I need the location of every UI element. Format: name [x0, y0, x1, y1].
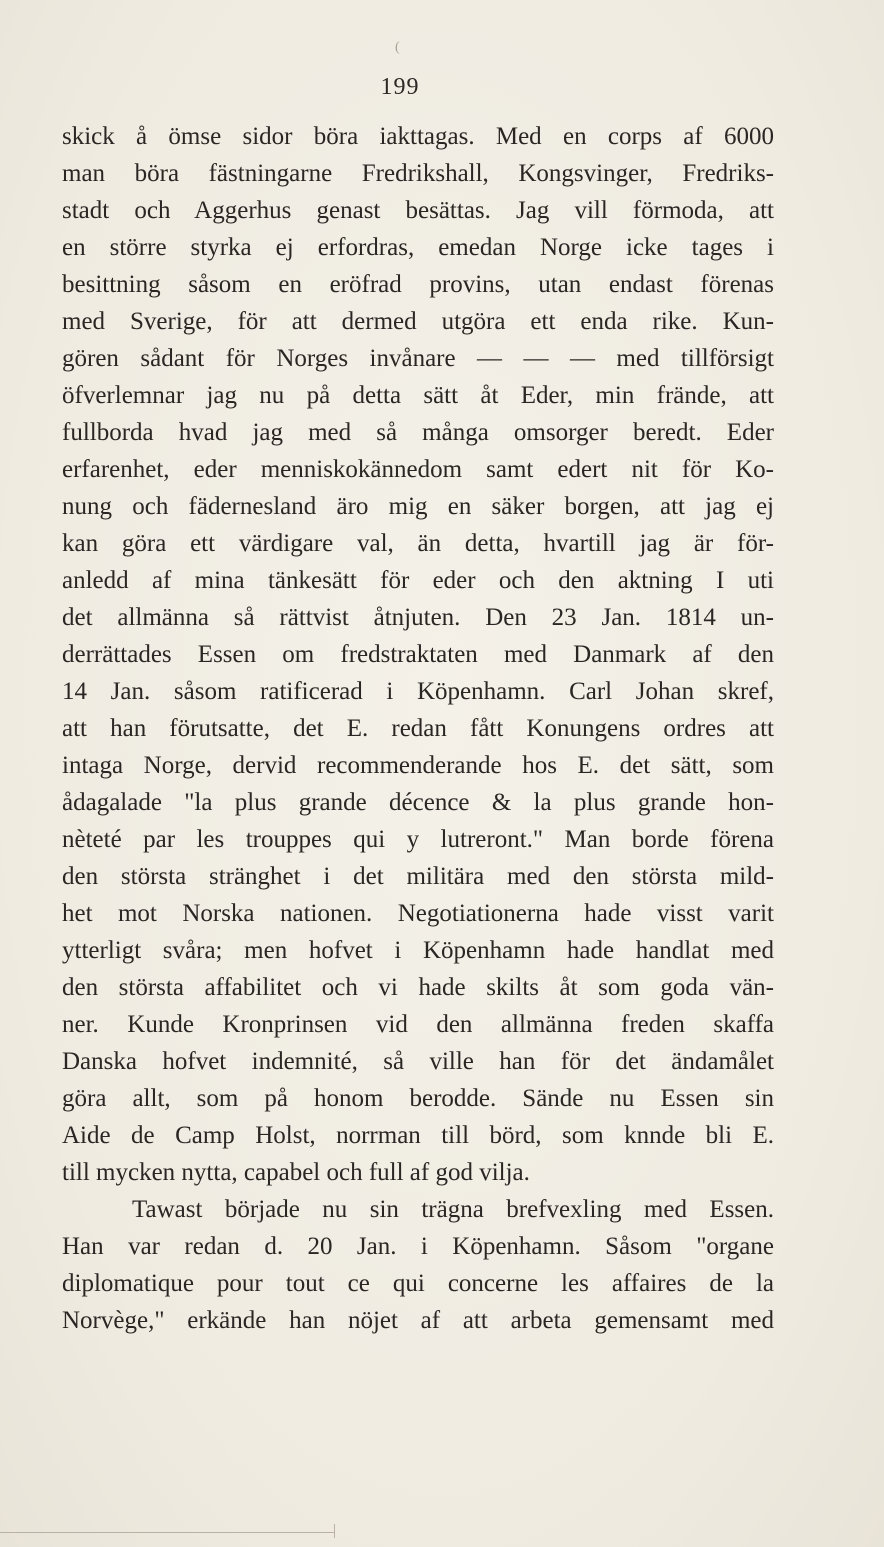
- text-line: Tawast började nu sin trägna brefvexling med Essen.: [132, 1196, 774, 1223]
- text-line: Aide de Camp Holst, norrman till börd, som knnde bli E.: [62, 1122, 774, 1149]
- text-line: kan göra ett värdigare val, än detta, hvartill jag är för-: [62, 530, 774, 557]
- text-line: fullborda hvad jag med så många omsorger beredt. Eder: [62, 419, 774, 446]
- text-line: Norvège," erkände han nöjet af att arbeta gemensamt med: [62, 1307, 774, 1334]
- text-line: skick å ömse sidor böra iakttagas. Med en corps af 6000: [62, 123, 774, 150]
- text-line: det allmänna så rättvist åtnjuten. Den 23 Jan. 1814 un-: [62, 604, 774, 631]
- text-line: besittning såsom en eröfrad provins, utan endast förenas: [62, 271, 774, 298]
- text-line: 14 Jan. såsom ratificerad i Köpenhamn. Carl Johan skref,: [62, 678, 774, 705]
- text-line: nèteté par les trouppes qui y lutreront." Man borde förena: [62, 826, 774, 853]
- text-line: den största affabilitet och vi hade skilts åt som goda vän-: [62, 974, 774, 1001]
- text-line: nung och fäderneslаnd äro mig en säker borgen, att jag ej: [62, 493, 774, 520]
- text-line: het mot Norska nationen. Negotiationerna hade visst varit: [62, 900, 774, 927]
- text-line: till mycken nytta, capabel och full af god vilja.: [62, 1159, 530, 1186]
- pencil-mark: (: [395, 40, 400, 55]
- text-line: ådagalade "la plus grande décence & la plus grande hon-: [62, 789, 774, 816]
- scan-edge-rule: [0, 1532, 335, 1533]
- text-line: Han var redan d. 20 Jan. i Köpenhamn. Såsom "organe: [62, 1233, 774, 1260]
- text-line: en större styrka ej erfordras, emedan Norge icke tages i: [62, 234, 774, 261]
- text-line: man böra fästningarne Fredrikshall, Kongsvinger, Fredriks-: [62, 160, 774, 187]
- text-line: anledd af mina tänkesätt för eder och den aktning I uti: [62, 567, 774, 594]
- text-line: öfverlemnar jag nu på detta sätt åt Eder, min frände, att: [62, 382, 774, 409]
- body-text: [62, 118, 774, 1339]
- text-line: göra allt, som på honom berodde. Sände nu Essen sin: [62, 1085, 774, 1112]
- text-line: Danska hofvet indemnité, så ville han för det ändamålet: [62, 1048, 774, 1075]
- text-line: stadt och Aggerhus genast besättas. Jag vill förmoda, att: [62, 197, 774, 224]
- text-line: diplomatique pour tout ce qui concerne les affaires de la: [62, 1270, 774, 1297]
- text-line: ner. Kunde Kronprinsen vid den allmänna freden skaffa: [62, 1011, 774, 1038]
- text-line: intaga Norge, dervid recommenderande hos E. det sätt, som: [62, 752, 774, 779]
- text-line: gören sådant för Norges invånare — — — med tillförsigt: [62, 345, 774, 372]
- text-line: att han förutsatte, det E. redan fått Konungens ordres att: [62, 715, 774, 742]
- page-number: 199: [380, 74, 420, 100]
- text-line: derrättades Essen om fredstraktaten med Danmark af den: [62, 641, 774, 668]
- text-line: med Sverige, för att dermed utgöra ett enda rike. Kun-: [62, 308, 774, 335]
- text-line: erfarenhet, eder menniskokännedom samt edert nit för Ko-: [62, 456, 774, 483]
- text-line: ytterligt svåra; men hofvet i Köpenhamn hade handlat med: [62, 937, 774, 964]
- text-line: den största stränghet i det militära med den största mild-: [62, 863, 774, 890]
